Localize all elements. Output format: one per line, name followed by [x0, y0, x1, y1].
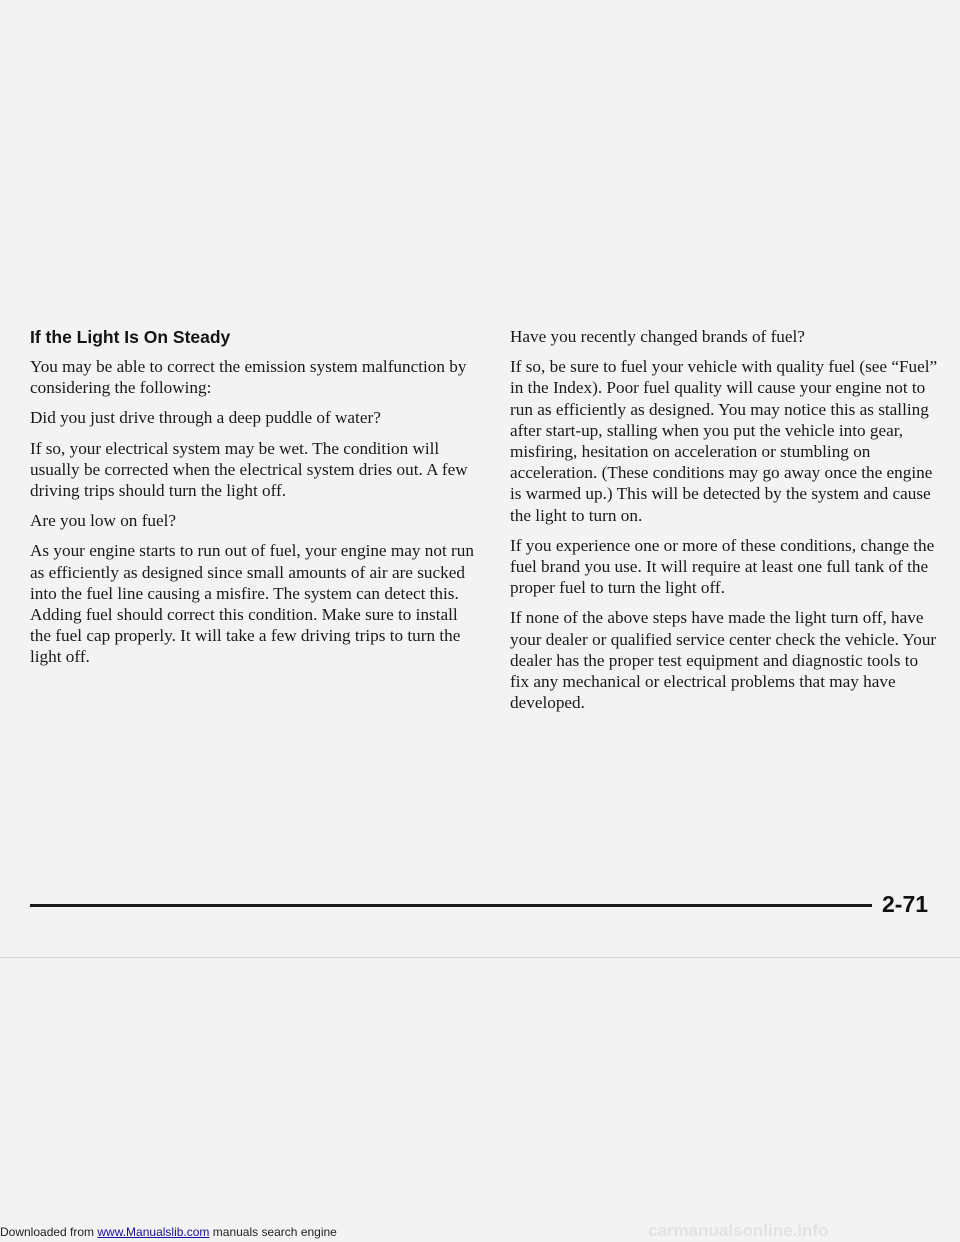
paragraph: You may be able to correct the emission system malfunction by considering the following:	[30, 357, 467, 398]
paragraph: Are you low on fuel?	[30, 511, 177, 531]
watermark: carmanualsonline.info	[648, 1221, 829, 1240]
paragraph: If you experience one or more of these conditions, change the fuel brand you use. It will require at least one full tank of the proper fuel to turn the light off.	[510, 535, 935, 598]
paragraph: As your engine starts to run out of fuel, your engine may not run as efficiently as designed since small amounts of air are sucked into the fuel line causing a misfire. The system can detect this. Adding fuel should correct this condition. Make sure to install the fuel cap properly. It will take a few driving trips to turn the light off.	[30, 541, 474, 667]
paragraph: Have you recently changed brands of fuel?	[510, 327, 805, 346]
right-column	[510, 326, 940, 722]
page-number: 2-71	[882, 891, 929, 917]
section-heading: If the Light Is On Steady	[30, 327, 231, 347]
left-column	[30, 326, 482, 677]
paragraph: If none of the above steps have made the light turn off, have your dealer or qualified service center check the vehicle. Your dealer has the proper test equipment and diagnostic tools to fix any mechanical or electrical problems that may have developed.	[510, 608, 937, 713]
divider	[0, 957, 960, 958]
page-rule	[30, 904, 872, 907]
manualslib-link[interactable]: www.Manualslib.com	[97, 1225, 210, 1239]
footer-suffix: manuals search engine	[209, 1225, 337, 1239]
download-footer	[0, 1222, 960, 1242]
paragraph: Did you just drive through a deep puddle of water?	[30, 408, 381, 428]
footer-prefix: Downloaded from	[0, 1225, 98, 1239]
paragraph: If so, your electrical system may be wet. The condition will usually be corrected when the electrical system dries out. A few driving trips should turn the light off.	[30, 438, 468, 501]
paragraph: If so, be sure to fuel your vehicle with quality fuel (see “Fuel” in the Index). Poor fuel quality will cause your engine not to run as efficiently as designed. You may notice this as stalling after start-up, stalling when you put the vehicle into gear, misfiring, hesitation on acceleration or stumbling on acceleration. (These conditions may go away once the engine is warmed up.) This will be detected by the system and cause the light to turn on.	[510, 357, 938, 525]
